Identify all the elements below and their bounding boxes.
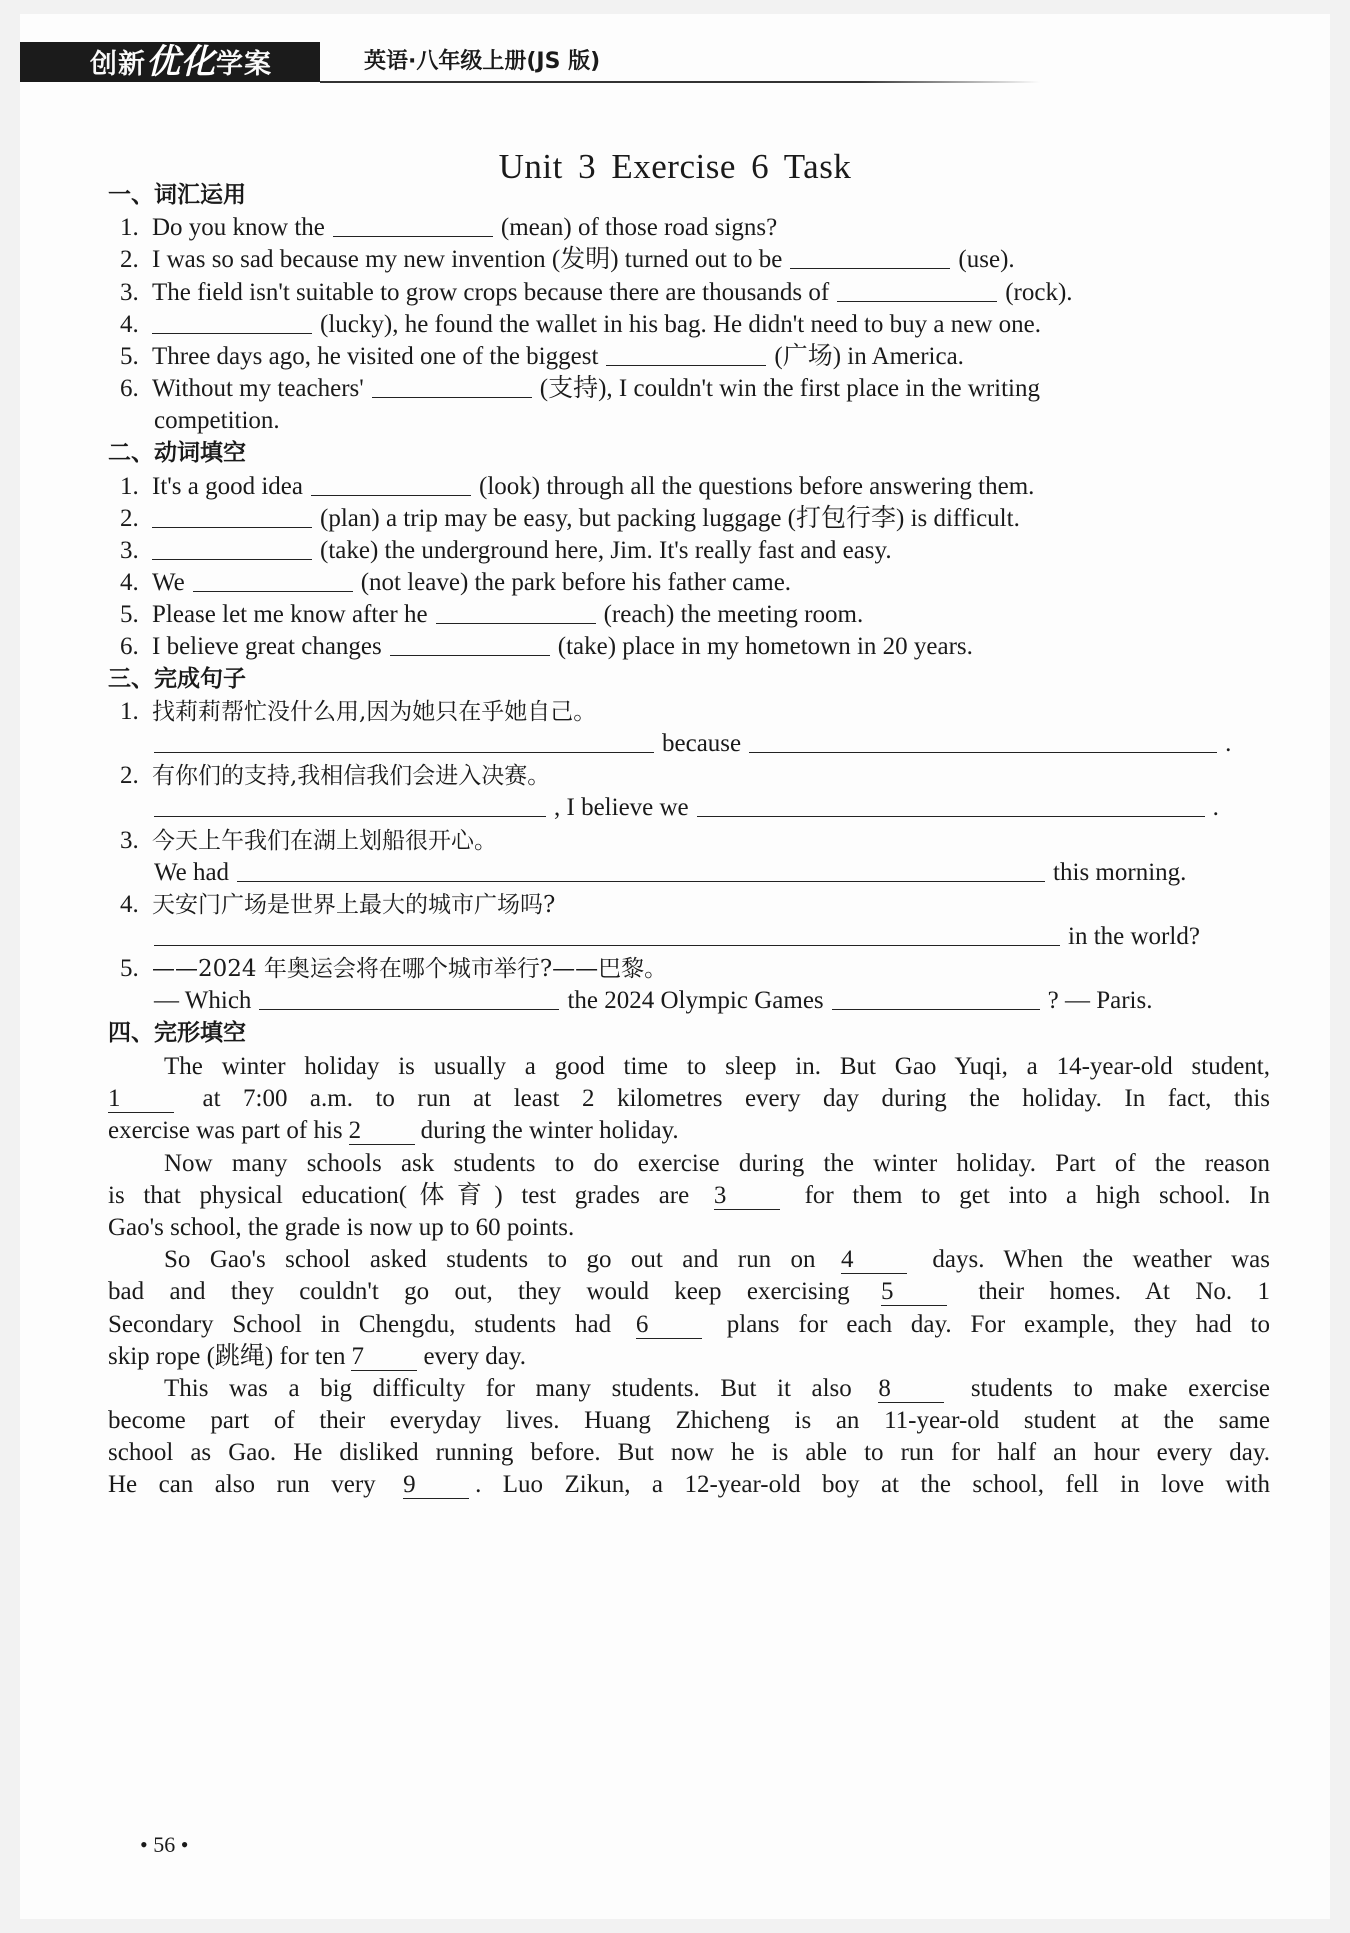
answer-blank[interactable]	[697, 792, 1205, 817]
cloze-line	[108, 1179, 1270, 1213]
translation-prompt	[120, 888, 1270, 922]
page-number: • 56 •	[140, 1832, 189, 1857]
exercise-item	[120, 470, 1270, 504]
answer-blank[interactable]	[390, 631, 550, 656]
answer-blank[interactable]	[606, 341, 766, 366]
item-number: 2.	[120, 762, 139, 789]
chinese-sentence: 天安门广场是世界上最大的城市广场吗?	[152, 892, 556, 918]
cloze-line: Gao's school, the grade is now up to 60 points.	[108, 1214, 575, 1241]
item-text: .	[1212, 794, 1219, 821]
exercise-item	[120, 372, 1270, 406]
cloze-blank-2[interactable]: 2	[349, 1118, 415, 1145]
item-text: (lucky), he found the wallet in his bag. He didn't need to buy a new one.	[320, 311, 1041, 338]
item-text: Three days ago, he visited one of the biggest	[152, 343, 599, 370]
cloze-line	[108, 1275, 1270, 1309]
cloze-text: is that physical education(体育) test grades are	[108, 1182, 690, 1209]
exercise-item	[120, 308, 1270, 342]
item-number: 4.	[120, 569, 139, 596]
cloze-blank-1[interactable]: 1	[108, 1086, 174, 1113]
item-number: 5.	[120, 343, 139, 370]
answer-blank[interactable]	[333, 212, 493, 237]
cloze-text: every day.	[423, 1343, 526, 1370]
answer-blank[interactable]	[154, 921, 1060, 946]
answer-blank[interactable]	[152, 503, 312, 528]
cloze-line: school as Gao. He disliked running before. But now he is able to run for half an hour every day.	[108, 1439, 1270, 1466]
item-number: 5.	[120, 601, 139, 628]
cloze-text: days. When the weather was	[932, 1246, 1270, 1273]
cloze-line	[108, 1372, 1270, 1406]
translation-prompt	[120, 759, 1270, 793]
item-number: 1.	[120, 698, 139, 725]
item-text: the 2024 Olympic Games	[567, 987, 824, 1014]
item-text: (reach) the meeting room.	[603, 601, 864, 628]
item-text: (use).	[958, 246, 1015, 273]
item-number: 1.	[120, 473, 139, 500]
chinese-sentence: 今天上午我们在湖上划船很开心。	[152, 828, 497, 854]
chinese-sentence: ——2024 年奥运会将在哪个城市举行?——巴黎。	[152, 956, 668, 982]
translation-line	[154, 984, 1270, 1018]
cloze-text: at 7:00 a.m. to run at least 2 kilometres every day during the holiday. In fact, this	[202, 1085, 1271, 1112]
cloze-text: for them to get into a high school. In	[804, 1182, 1270, 1209]
answer-blank[interactable]	[837, 277, 997, 302]
item-text: We	[152, 569, 185, 596]
exercise-item	[120, 502, 1270, 536]
item-text: I believe great changes	[152, 633, 382, 660]
item-text: I was so sad because my new invention (发明) turned out to be	[152, 246, 783, 273]
item-text: (mean) of those road signs?	[500, 214, 778, 241]
cloze-blank-6[interactable]: 6	[636, 1312, 702, 1339]
exercise-item	[120, 566, 1270, 600]
cloze-blank-5[interactable]: 5	[881, 1279, 947, 1306]
cloze-blank-9[interactable]: 9	[403, 1472, 469, 1499]
cloze-line	[108, 1114, 1270, 1148]
answer-blank[interactable]	[237, 857, 1045, 882]
exercise-item	[120, 630, 1270, 664]
item-text: (广场) in America.	[774, 343, 964, 370]
cloze-text: plans for each day. For example, they had to	[726, 1311, 1271, 1338]
exercise-item	[120, 598, 1270, 632]
cloze-text: This was a big difficulty for many students. But it also	[164, 1375, 852, 1402]
item-text: .	[1225, 730, 1232, 757]
item-text: (rock).	[1005, 279, 1073, 306]
logo-text-3: 学案	[216, 49, 272, 80]
item-text: (支持), I couldn't win the first place in the writing	[539, 375, 1041, 402]
answer-blank[interactable]	[154, 792, 546, 817]
chinese-sentence: 找莉莉帮忙没什么用,因为她只在乎她自己。	[152, 699, 597, 725]
answer-blank[interactable]	[152, 309, 312, 334]
item-text: Do you know the	[152, 214, 325, 241]
section-heading-cloze: 四、完形填空	[108, 1020, 246, 1046]
item-text: in the world?	[1068, 923, 1200, 950]
item-number: 6.	[120, 633, 139, 660]
cloze-line	[108, 1468, 1270, 1502]
cloze-text: skip rope (跳绳) for ten	[108, 1343, 346, 1370]
series-logo	[90, 44, 320, 80]
workbook-page	[20, 14, 1330, 1919]
header-rule	[320, 81, 1040, 83]
item-number: 2.	[120, 505, 139, 532]
logo-text-2: 优化	[146, 42, 216, 82]
translation-line	[154, 727, 1270, 761]
cloze-line	[108, 1243, 1270, 1277]
item-text: — Which	[154, 987, 252, 1014]
translation-line	[154, 920, 1270, 954]
item-number: 2.	[120, 246, 139, 273]
item-text: We had	[154, 859, 230, 886]
item-text: (take) place in my hometown in 20 years.	[557, 633, 973, 660]
chinese-sentence: 有你们的支持,我相信我们会进入决赛。	[152, 763, 551, 789]
cloze-text: during the winter holiday.	[420, 1117, 679, 1144]
translation-line	[154, 856, 1270, 890]
exercise-item	[120, 276, 1270, 310]
translation-prompt	[120, 695, 1270, 729]
section-heading-verb-fill: 二、动词填空	[108, 440, 246, 466]
section-heading-complete-sentences: 三、完成句子	[108, 666, 246, 692]
cloze-text: students to make exercise	[970, 1375, 1271, 1402]
answer-blank[interactable]	[154, 728, 654, 753]
exercise-item	[120, 340, 1270, 374]
item-text: (take) the underground here, Jim. It's really fast and easy.	[320, 537, 892, 564]
answer-blank[interactable]	[193, 567, 353, 592]
logo-text-1: 创新	[90, 49, 146, 80]
cloze-line: The winter holiday is usually a good time to sleep in. But Gao Yuqi, a 14-year-old student,	[164, 1053, 1270, 1080]
item-number: 3.	[120, 827, 139, 854]
item-number: 5.	[120, 955, 139, 982]
answer-blank[interactable]	[790, 244, 950, 269]
cloze-blank-7[interactable]: 7	[351, 1344, 417, 1371]
translation-line	[154, 791, 1270, 825]
cloze-line	[108, 1082, 1270, 1116]
item-text: The field isn't suitable to grow crops because there are thousands of	[152, 279, 830, 306]
answer-blank[interactable]	[311, 471, 471, 496]
cloze-text: So Gao's school asked students to go out and run on	[164, 1246, 816, 1273]
cloze-text: bad and they couldn't go out, they would keep exercising	[108, 1278, 850, 1305]
section-heading-vocabulary: 一、词汇运用	[108, 182, 246, 208]
item-number: 6.	[120, 375, 139, 402]
exercise-item	[120, 243, 1270, 277]
exercise-item	[120, 534, 1270, 568]
item-continuation: competition.	[154, 407, 280, 434]
cloze-blank-3[interactable]: 3	[714, 1183, 780, 1210]
item-number: 3.	[120, 279, 139, 306]
cloze-text: their homes. At No. 1	[978, 1278, 1270, 1305]
item-text: (look) through all the questions before answering them.	[479, 473, 1035, 500]
item-text: (not leave) the park before his father came.	[360, 569, 792, 596]
cloze-text: . Luo Zikun, a 12-year-old boy at the school, fell in love with	[475, 1471, 1270, 1498]
item-number: 4.	[120, 311, 139, 338]
cloze-text: exercise was part of his	[108, 1117, 343, 1144]
item-text: Without my teachers'	[152, 375, 364, 402]
cloze-blank-8[interactable]: 8	[878, 1376, 944, 1403]
item-text: (plan) a trip may be easy, but packing luggage (打包行李) is difficult.	[320, 505, 1020, 532]
cloze-line	[108, 1308, 1270, 1342]
item-number: 1.	[120, 214, 139, 241]
item-text: this morning.	[1053, 859, 1187, 886]
cloze-text: Secondary School in Chengdu, students had	[108, 1311, 612, 1338]
cloze-line	[108, 1340, 1270, 1374]
item-number: 4.	[120, 891, 139, 918]
exercise-item	[120, 211, 1270, 245]
book-title: 英语·八年级上册(JS 版)	[364, 49, 601, 74]
answer-blank[interactable]	[152, 535, 312, 560]
item-text: It's a good idea	[152, 473, 303, 500]
item-text: , I believe we	[554, 794, 689, 821]
cloze-text: He can also run very	[108, 1471, 376, 1498]
cloze-line: Now many schools ask students to do exercise during the winter holiday. Part of the reason	[164, 1150, 1270, 1177]
answer-blank[interactable]	[372, 373, 532, 398]
answer-blank[interactable]	[259, 985, 559, 1010]
item-text: because	[662, 730, 742, 757]
cloze-line: become part of their everyday lives. Huang Zhicheng is an 11-year-old student at the same	[108, 1407, 1270, 1434]
translation-prompt	[120, 824, 1270, 858]
item-text: ? — Paris.	[1047, 987, 1153, 1014]
page-title: Unit 3 Exercise 6 Task	[498, 147, 852, 186]
translation-prompt	[120, 952, 1270, 986]
item-text: Please let me know after he	[152, 601, 428, 628]
answer-blank[interactable]	[436, 599, 596, 624]
cloze-blank-4[interactable]: 4	[841, 1247, 907, 1274]
item-number: 3.	[120, 537, 139, 564]
answer-blank[interactable]	[749, 728, 1217, 753]
answer-blank[interactable]	[832, 985, 1040, 1010]
